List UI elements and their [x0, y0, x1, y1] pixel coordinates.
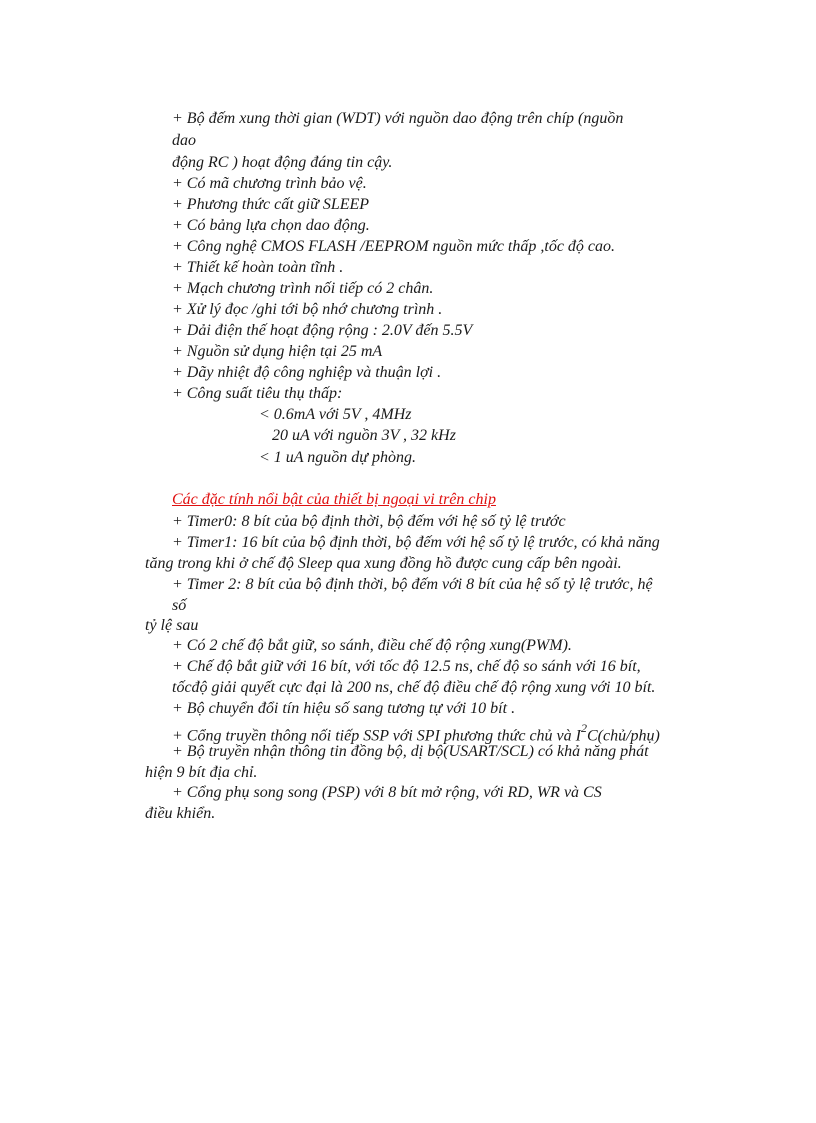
power-spec-line: < 1 uA nguồn dự phòng. — [259, 449, 417, 466]
feature-line: + Có mã chương trình bảo vệ. — [172, 175, 367, 192]
feature-line: + Thiết kế hoàn toàn tĩnh . — [172, 259, 344, 276]
peripheral-line: + Bộ chuyển đổi tín hiệu số sang tương tự với 10 bít . — [172, 700, 516, 717]
peripheral-line: tỷ lệ sau — [145, 617, 199, 634]
peripheral-line: + Chế độ bắt giữ với 16 bít, với tốc độ 12.5 ns, chế độ so sánh với 16 bít, — [172, 658, 641, 675]
peripheral-line: + Bộ truyền nhận thông tin đồng bộ, dị bộ(USART/SCL) có khả năng phát — [172, 743, 649, 760]
peripheral-line: điều khiển. — [145, 805, 216, 822]
peripheral-line: + Timer0: 8 bít của bộ định thời, bộ đếm với hệ số tỷ lệ trước — [172, 513, 566, 530]
i2c-superscript: 2 — [580, 721, 587, 735]
peripheral-line: + Cổng phụ song song (PSP) với 8 bít mở rộng, với RD, WR và CS — [172, 784, 602, 801]
feature-line: + Dải điện thế hoạt động rộng : 2.0V đến 5.5V — [172, 322, 473, 339]
feature-line: động RC ) hoạt động đáng tin cậy. — [172, 154, 393, 171]
power-spec-line: 20 uA với nguồn 3V , 32 kHz — [272, 427, 456, 444]
feature-line: dao — [172, 132, 196, 149]
feature-line: + Mạch chương trình nối tiếp có 2 chân. — [172, 280, 434, 297]
peripheral-line: + Timer1: 16 bít của bộ định thời, bộ đếm với hệ số tỷ lệ trước, có khả năng — [172, 534, 660, 551]
ssp-line-text: + Cổng truyền thông nối tiếp SSP với SPI phương thức chủ và I — [172, 727, 581, 745]
peripheral-line: số — [172, 597, 187, 614]
peripheral-line: hiện 9 bít địa chỉ. — [145, 764, 258, 781]
feature-line: + Bộ đếm xung thời gian (WDT) với nguồn dao động trên chíp (nguồn — [172, 110, 624, 127]
feature-line: + Xử lý đọc /ghi tới bộ nhớ chương trình . — [172, 301, 443, 318]
peripheral-line: + Có 2 chế độ bắt giữ, so sánh, điều chế độ rộng xung(PWM). — [172, 637, 572, 654]
peripheral-line: tăng trong khi ở chế độ Sleep qua xung đồng hồ được cung cấp bên ngoài. — [145, 555, 622, 572]
feature-line: + Công nghệ CMOS FLASH /EEPROM nguồn mức thấp ,tốc độ cao. — [172, 238, 616, 255]
section-heading: Các đặc tính nổi bật của thiết bị ngoại vi trên chip — [172, 491, 496, 508]
power-spec-line: < 0.6mA với 5V , 4MHz — [259, 406, 412, 423]
peripheral-line: + Timer 2: 8 bít của bộ định thời, bộ đếm với 8 bít của hệ số tỷ lệ trước, hệ — [172, 576, 653, 593]
feature-line: + Có bảng lựa chọn dao động. — [172, 217, 370, 234]
ssp-line-tail: C(chủ/phụ) — [586, 727, 660, 745]
feature-line: + Dãy nhiệt độ công nghiệp và thuận lợi . — [172, 364, 442, 381]
feature-line: + Phương thức cất giữ SLEEP — [172, 196, 370, 213]
feature-line: + Nguồn sử dụng hiện tại 25 mA — [172, 343, 383, 360]
feature-line: + Công suất tiêu thụ thấp: — [172, 385, 343, 402]
peripheral-line: tốcđộ giải quyết cực đại là 200 ns, chế độ điều chế độ rộng xung với 10 bít. — [172, 679, 656, 696]
